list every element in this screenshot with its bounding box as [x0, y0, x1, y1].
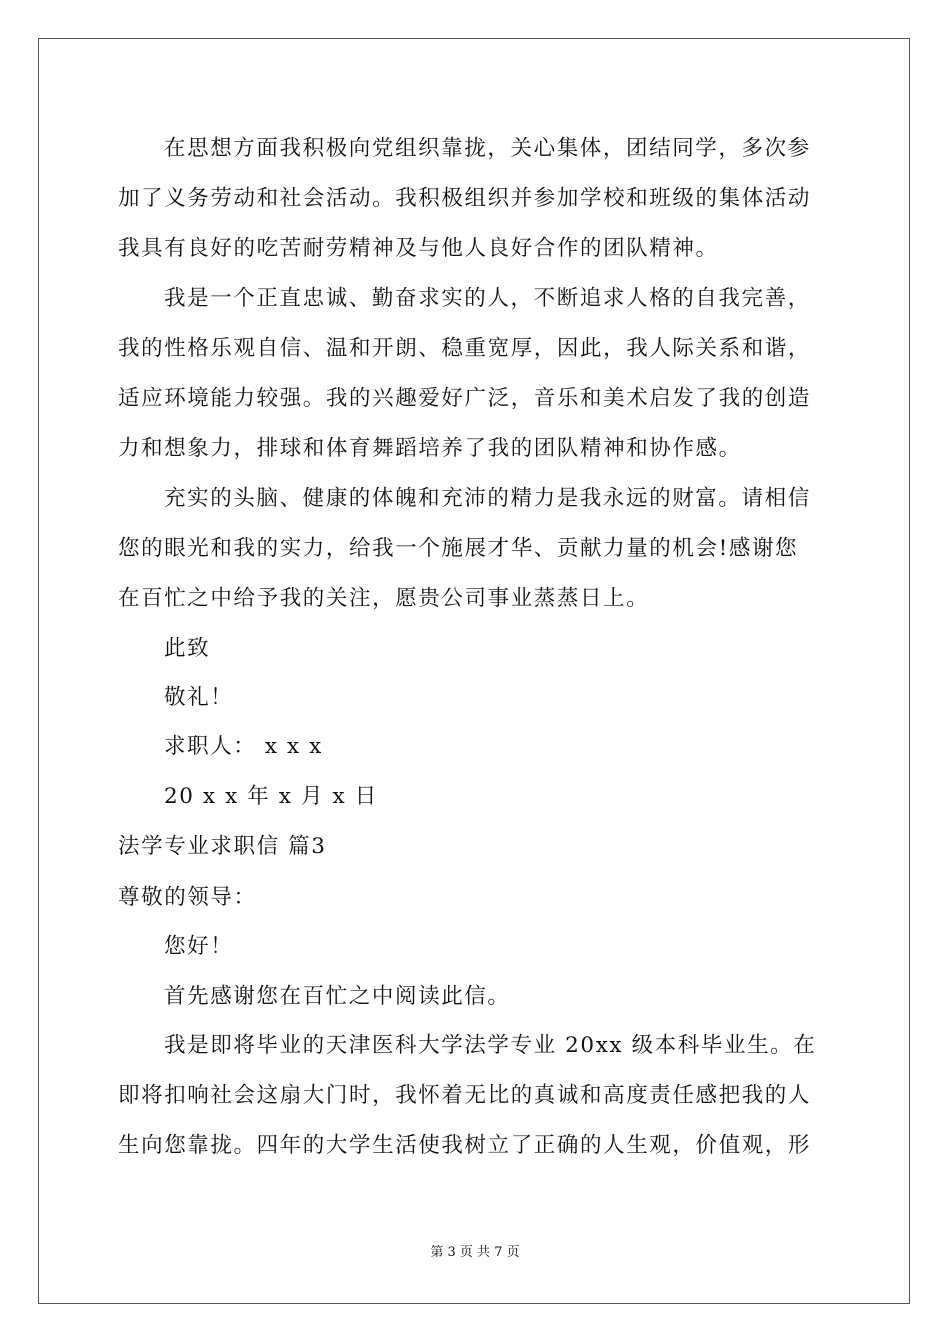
applicant-signature: 求职人： x x x — [164, 734, 323, 759]
page-number-footer: 第 3 页 共 7 页 — [430, 1245, 520, 1260]
paragraph-2-line-1: 我是一个正直忠诚、勤奋求实的人，不断追求人格的自我完善， — [164, 286, 811, 311]
closing-salutation: 此致 — [164, 636, 211, 661]
letter-date: 20 x x 年 x 月 x 日 — [164, 784, 378, 809]
intro-line-3: 生向您靠拢。四年的大学生活使我树立了正确的人生观，价值观，形 — [118, 1133, 812, 1158]
page-border — [38, 38, 910, 1304]
paragraph-3-line-3: 在百忙之中给予我的关注，愿贵公司事业蒸蒸日上。 — [118, 586, 650, 611]
paragraph-1-line-3: 我具有良好的吃苦耐劳精神及与他人良好合作的团队精神。 — [118, 236, 719, 261]
paragraph-3-line-2: 您的眼光和我的实力，给我一个施展才华、贡献力量的机会!感谢您 — [118, 536, 799, 561]
closing-respect: 敬礼！ — [164, 685, 234, 710]
paragraph-2-line-3: 适应环境能力较强。我的兴趣爱好广泛，音乐和美术启发了我的创造 — [118, 386, 812, 411]
thanks-line: 首先感谢您在百忙之中阅读此信。 — [164, 984, 511, 1009]
intro-line-1: 我是即将毕业的天津医科大学法学专业 20xx 级本科毕业生。在 — [164, 1033, 817, 1058]
paragraph-1-line-1: 在思想方面我积极向党组织靠拢，关心集体，团结同学，多次参 — [164, 136, 811, 161]
greeting: 尊敬的领导： — [118, 885, 257, 910]
paragraph-2-line-4: 力和想象力，排球和体育舞蹈培养了我的团队精神和协作感。 — [118, 436, 742, 461]
section-title: 法学专业求职信 篇3 — [118, 834, 327, 859]
intro-line-2: 即将扣响社会这扇大门时，我怀着无比的真诚和高度责任感把我的人 — [118, 1083, 812, 1108]
paragraph-3-line-1: 充实的头脑、健康的体魄和充沛的精力是我永远的财富。请相信 — [164, 486, 811, 511]
paragraph-2-line-2: 我的性格乐观自信、温和开朗、稳重宽厚，因此，我人际关系和谐， — [118, 336, 812, 361]
hello-line: 您好！ — [164, 934, 234, 959]
paragraph-1-line-2: 加了义务劳动和社会活动。我积极组织并参加学校和班级的集体活动 — [118, 186, 812, 211]
